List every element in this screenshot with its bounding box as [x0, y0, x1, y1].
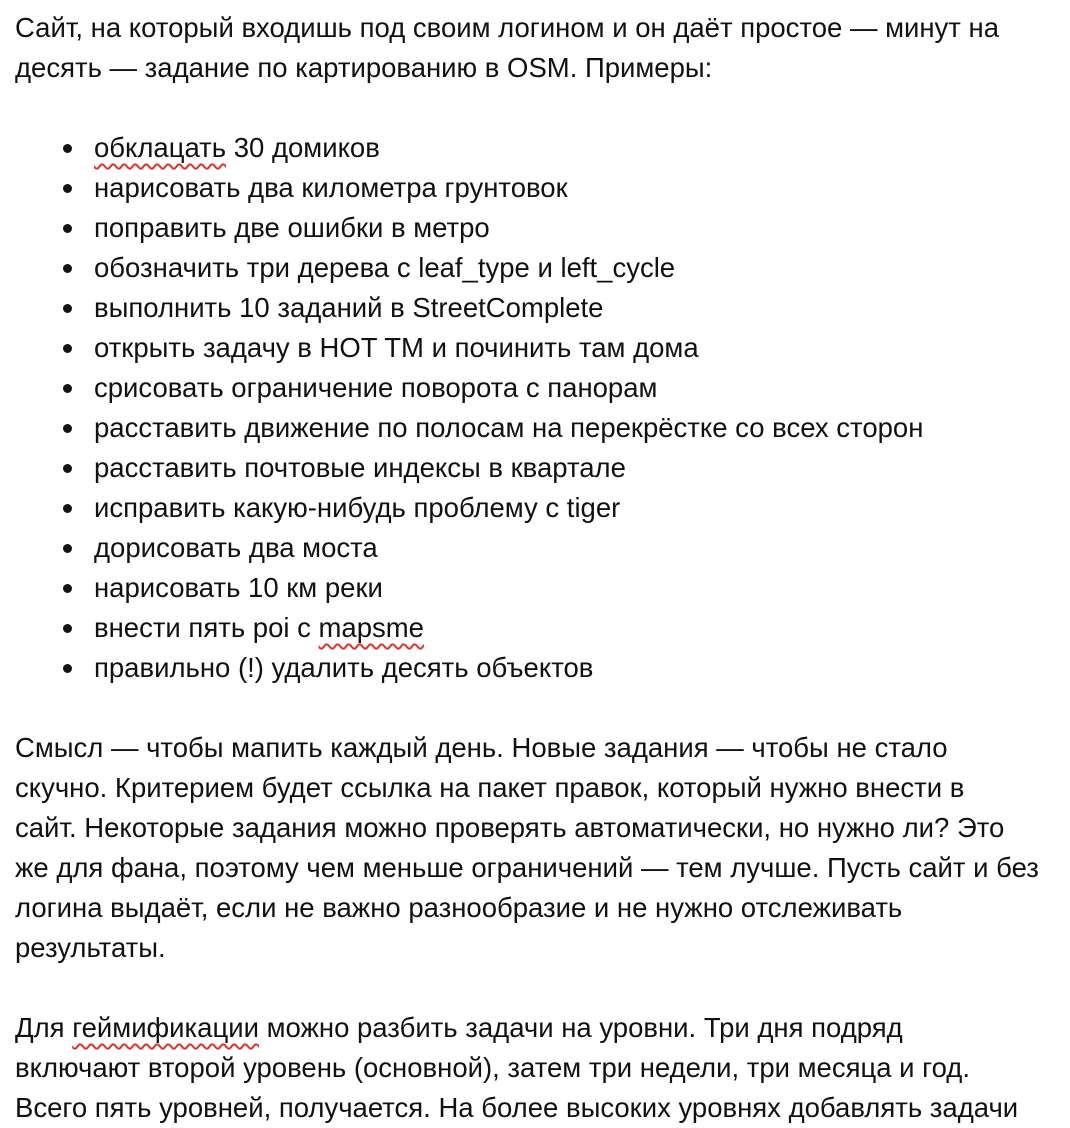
task-list-item	[15, 208, 1067, 248]
task-list-item	[15, 528, 1067, 568]
task-text: выполнить 10 заданий в StreetComplete	[94, 292, 604, 323]
task-text: срисовать ограничение поворота с панорам	[94, 372, 658, 403]
intro-paragraph	[15, 8, 1067, 88]
bullet-icon	[63, 384, 72, 393]
task-examples-list	[15, 128, 1067, 688]
bullet-icon	[63, 224, 72, 233]
meaning-line: Смысл — чтобы мапить каждый день. Новые задания — чтобы не стало	[15, 732, 948, 763]
task-text: правильно (!) удалить десять объектов	[94, 652, 594, 683]
task-list-item	[15, 368, 1067, 408]
spellcheck-flagged-word[interactable]: обклацать	[94, 132, 227, 163]
task-text: расставить почтовые индексы в квартале	[94, 452, 626, 483]
task-text: дорисовать два моста	[94, 532, 378, 563]
task-list-item	[15, 608, 1067, 648]
bullet-icon	[63, 344, 72, 353]
paragraph-gap	[15, 968, 1067, 1008]
task-list-item	[15, 568, 1067, 608]
spellcheck-flagged-word[interactable]: mapsme	[318, 612, 424, 643]
meaning-line: логина выдаёт, если не важно разнообразие и не нужно отслеживать	[15, 892, 903, 923]
task-list-item	[15, 648, 1067, 688]
task-text: расставить движение по полосам на перекрёстке со всех сторон	[94, 412, 924, 443]
gamification-line: включают второй уровень (основной), затем три недели, три месяца и год.	[15, 1052, 970, 1083]
meaning-line: сайт. Некоторые задания можно проверять автоматически, но нужно ли? Это	[15, 812, 1005, 843]
bullet-icon	[63, 664, 72, 673]
task-list-item	[15, 488, 1067, 528]
task-text: поправить две ошибки в метро	[94, 212, 490, 243]
meaning-line: результаты.	[15, 932, 166, 963]
bullet-icon	[63, 584, 72, 593]
bullet-icon	[63, 544, 72, 553]
gamification-line: Всего пять уровней, получается. На более высоких уровнях добавлять задачи	[15, 1092, 1019, 1123]
spellcheck-flagged-word[interactable]: геймификации	[72, 1012, 259, 1043]
bullet-icon	[63, 464, 72, 473]
task-text: открыть задачу в HOT TM и починить там дома	[94, 332, 699, 363]
task-text: нарисовать 10 км реки	[94, 572, 383, 603]
task-text: внести пять poi с	[94, 612, 319, 643]
task-text: нарисовать два километра грунтовок	[94, 172, 568, 203]
task-text: 30 домиков	[226, 132, 380, 163]
task-list-item	[15, 248, 1067, 288]
task-list-item	[15, 168, 1067, 208]
gamification-text: можно разбить задачи на уровни. Три дня подряд	[258, 1012, 903, 1043]
bullet-icon	[63, 184, 72, 193]
task-list-item	[15, 288, 1067, 328]
gamification-text: Для	[15, 1012, 73, 1043]
task-list-item	[15, 448, 1067, 488]
gamification-paragraph	[15, 1008, 1067, 1128]
task-list-item	[15, 408, 1067, 448]
task-list-item	[15, 128, 1067, 168]
meaning-paragraph	[15, 728, 1067, 968]
intro-text: Сайт, на который входишь под своим логином и он даёт простое — минут на десять — задание по картированию в OSM. Примеры:	[15, 12, 1000, 83]
paragraph-gap	[15, 688, 1067, 728]
bullet-icon	[63, 504, 72, 513]
bullet-icon	[63, 144, 72, 153]
bullet-icon	[63, 264, 72, 273]
task-text: обозначить три дерева с leaf_type и left_cycle	[94, 252, 676, 283]
meaning-line: скучно. Критерием будет ссылка на пакет правок, который нужно внести в	[15, 772, 965, 803]
bullet-icon	[63, 304, 72, 313]
bullet-icon	[63, 424, 72, 433]
document-body	[15, 8, 1067, 1128]
task-list-item	[15, 328, 1067, 368]
paragraph-gap	[15, 88, 1067, 128]
bullet-icon	[63, 624, 72, 633]
meaning-line: же для фана, поэтому чем меньше ограничений — тем лучше. Пусть сайт и без	[15, 852, 1039, 883]
task-text: исправить какую-нибудь проблему с tiger	[94, 492, 621, 523]
